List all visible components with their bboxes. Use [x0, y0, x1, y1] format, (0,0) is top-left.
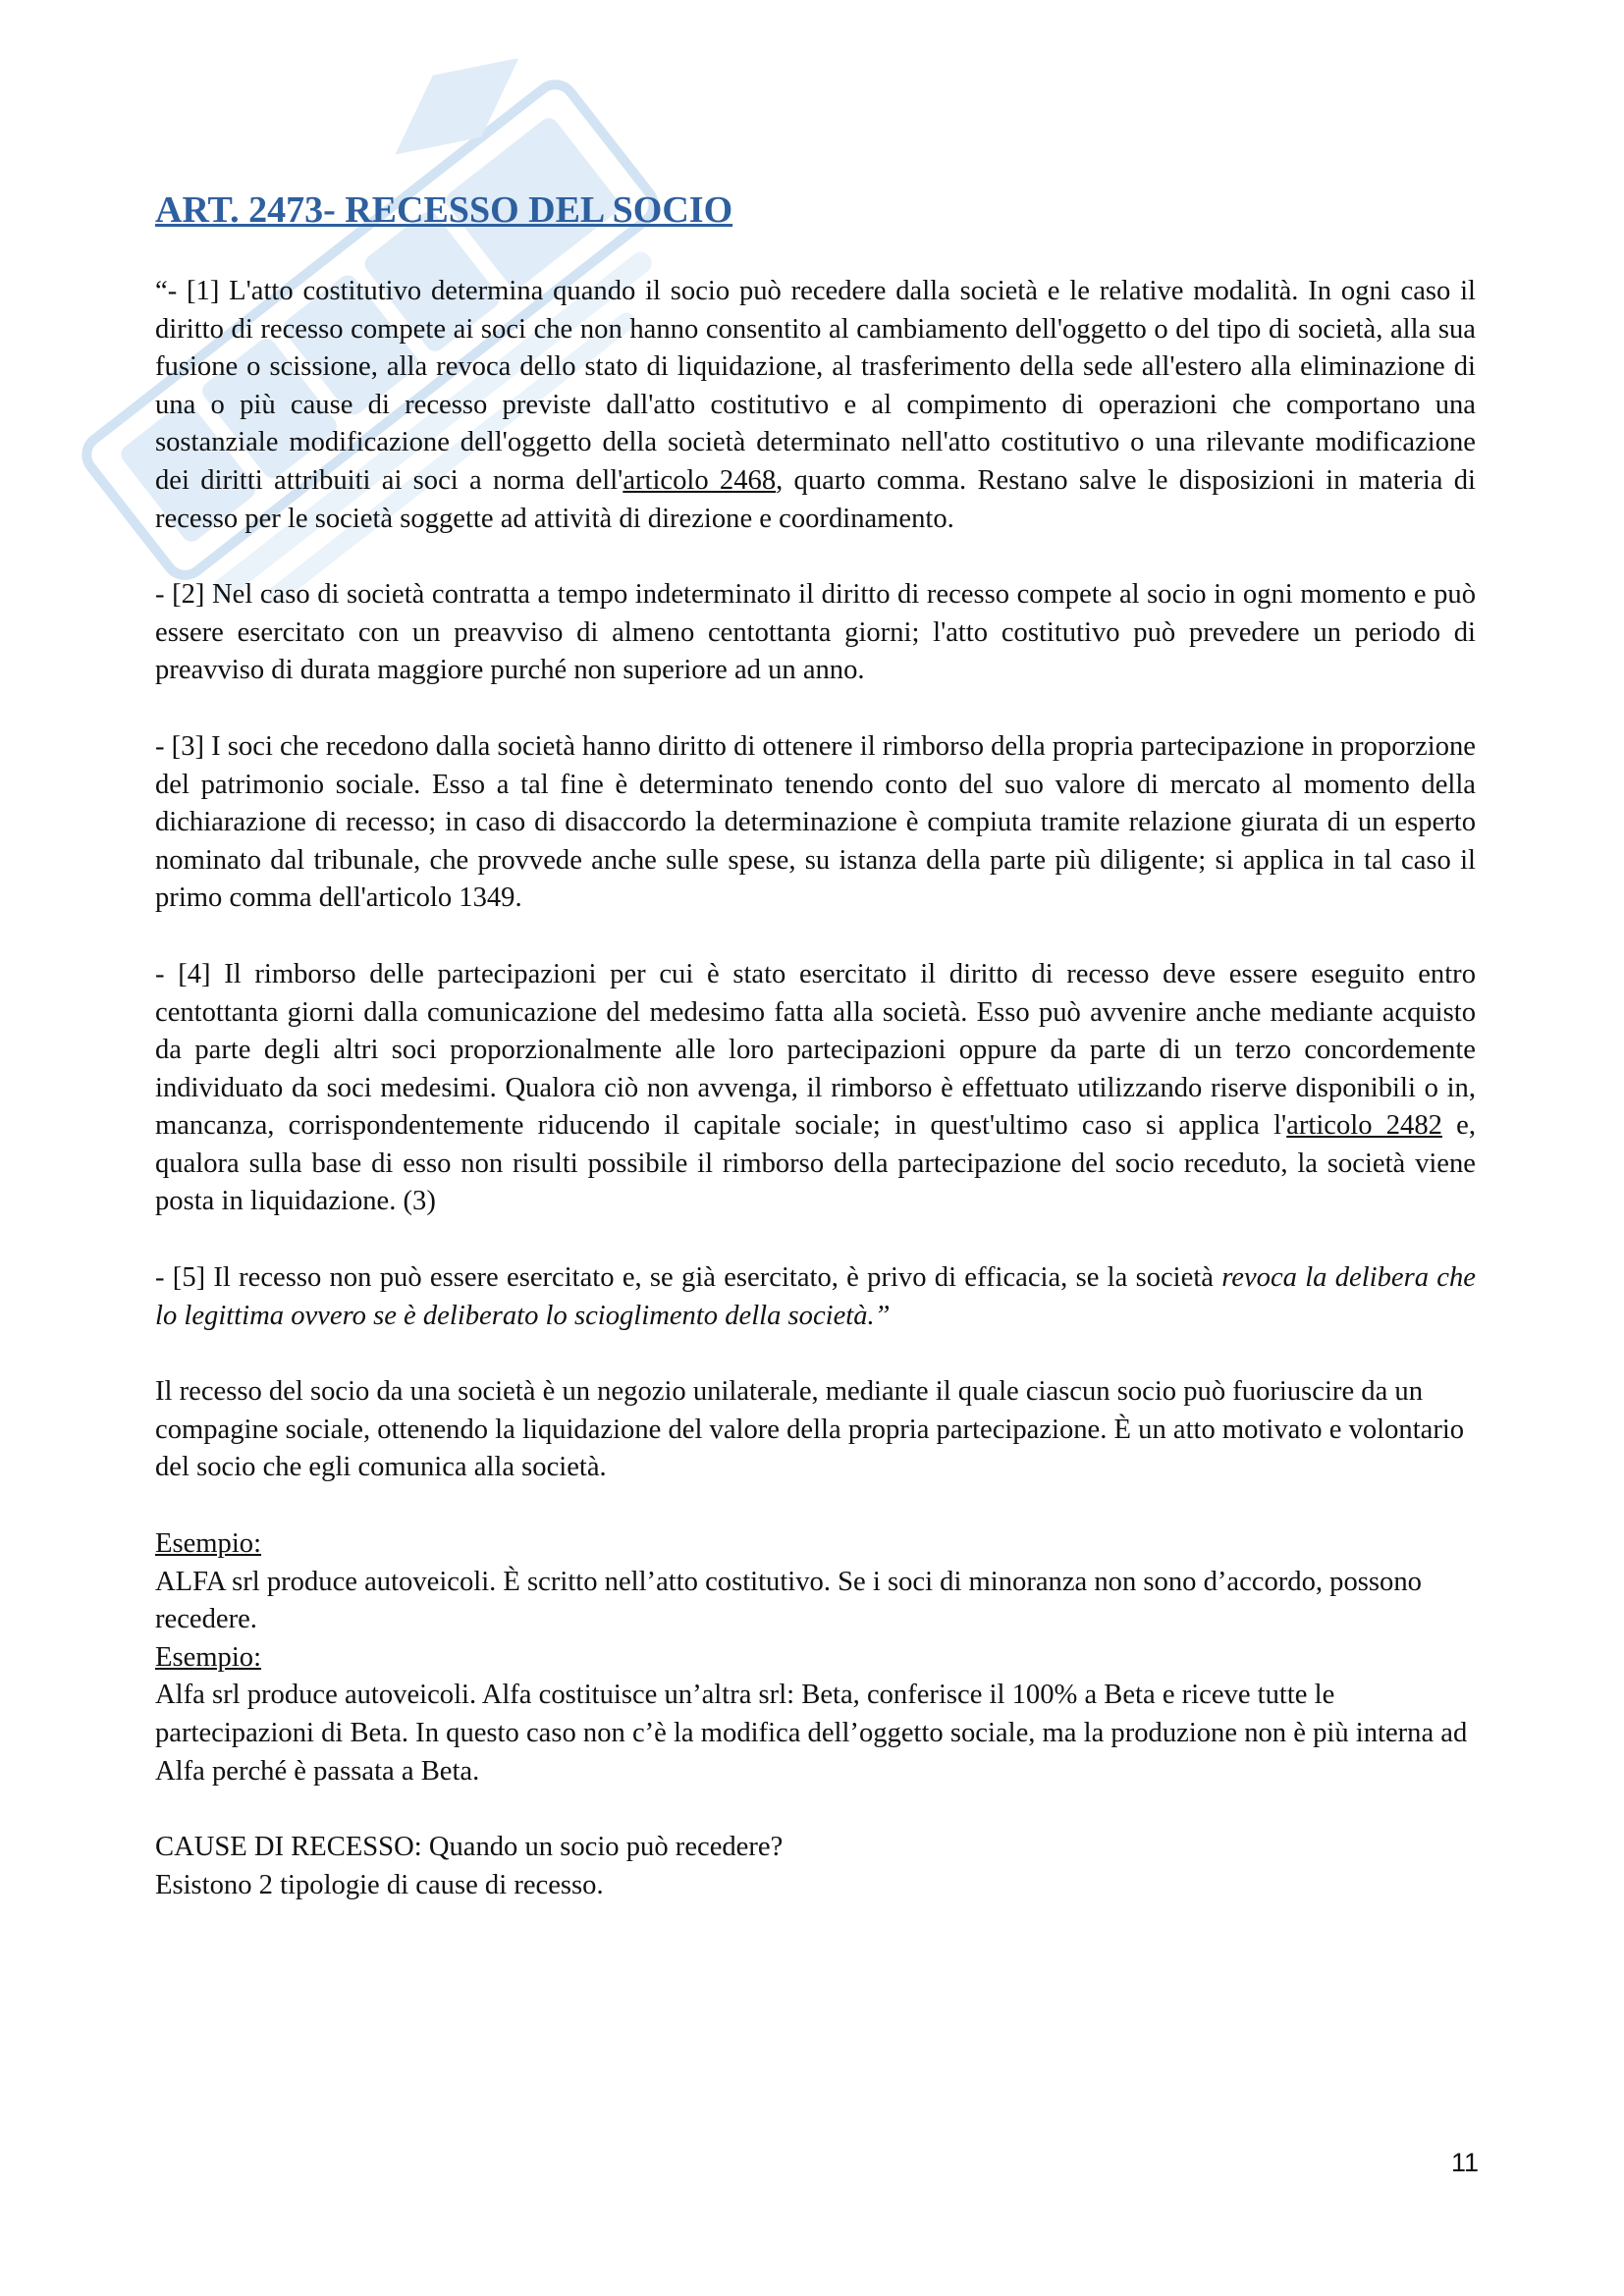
paragraph-5-text: - [5] Il recesso non può essere esercitato e, se già esercitato, è privo di efficacia, se la società [155, 1262, 1222, 1294]
page-number: 11 [1451, 2148, 1480, 2177]
article-title: ART. 2473- RECESSO DEL SOCIO [155, 189, 733, 231]
paragraph-4-text-b: e, qualora sulla base di esso non risulti possibile il rimborso della partecipazione del socio receduto, la società viene posta in liquidazione. (3) [155, 1110, 1476, 1217]
paragraph-1-text-a: - [1] L'atto costitutivo determina quando il socio può recedere dalla società e le relative modalità. In ogni caso il diritto di recesso compete ai soci che non hanno consentito al cambiamento dell'oggetto o del tipo di società, alla sua fusione o scissione, alla revoca dello stato di liquidazione, al trasferimento della sede all'estero alla eliminazione di una o più cause di recesso previste dall'atto costitutivo e al compimento di operazioni che comportano una sostanziale modificazione dell'oggetto della società determinato nell'atto costitutivo o una rilevante modificazione dei diritti attribuiti ai soci a norma dell' [155, 276, 1476, 496]
causes-text: Esistono 2 tipologie di cause di recesso. [155, 1869, 604, 1900]
example-2-text: Alfa srl produce autoveicoli. Alfa costituisce un’altra srl: Beta, conferisce il 100% a Beta e riceve tutte le partecipazioni di Beta. In questo caso non c’è la modifica dell’oggetto sociale, ma la produzione non è più interna ad Alfa perché è passata a Beta. [155, 1680, 1468, 1787]
example-1-text: ALFA srl produce autoveicoli. È scritto nell’atto costitutivo. Se i soci di minoranza non sono d’accordo, possono recedere. [155, 1566, 1422, 1635]
document-page [155, 187, 1476, 1904]
paragraph-1 [155, 273, 1476, 538]
paragraph-4-text-a: - [4] Il rimborso delle partecipazioni per cui è stato esercitato il diritto di recesso deve essere eseguito entro centottanta giorni dalla comunicazione del medesimo fatta alla società. Esso può avvenire anche mediante acquisto da parte degli altri soci proporzionalmente alle loro partecipazioni oppure da parte di un terzo concordemente individuato da soci medesimi. Qualora ciò non avvenga, il rimborso è effettuato utilizzando riserve disponibili o in, mancanza, corrispondentemente riducendo il capitale sociale; in quest'ultimo caso si applica l' [155, 958, 1476, 1142]
paragraph-5 [155, 1259, 1476, 1335]
paragraph-explanation: Il recesso del socio da una società è un negozio unilaterale, mediante il quale ciascun socio può fuoriuscire da un compagine sociale, ottenendo la liquidazione del valore della propria partecipazione. È un atto motivato e volontario del socio che egli comunica alla società. [155, 1376, 1465, 1483]
paragraph-1-text-b: , quarto comma. Restano salve le disposizioni in materia di recesso per le società soggette ad attività di direzione e coordinamento. [155, 464, 1477, 534]
paragraph-3: - [3] I soci che recedono dalla società hanno diritto di ottenere il rimborso della propria partecipazione in proporzione del patrimonio sociale. Esso a tal fine è determinato tenendo conto del suo valore di mercato al momento della dichiarazione di recesso; in caso di disaccordo la determinazione è compiuta tramite relazione giurata di un esperto nominato dal tribunale, che provvede anche sulle spese, su istanza della parte più diligente; si applica in tal caso il primo comma dell'articolo 1349. [155, 730, 1476, 914]
link-articolo-2482[interactable]: articolo 2482 [1286, 1110, 1442, 1142]
open-quote: “ [155, 276, 168, 306]
paragraph-5-italic: revoca la delibera che lo legittima ovvero se è deliberato lo scioglimento della società.” [155, 1262, 1476, 1331]
example-1-label: Esempio: [155, 1528, 262, 1560]
paragraph-2: - [2] Nel caso di società contratta a tempo indeterminato il diritto di recesso compete al socio in ogni momento e può essere esercitato con un preavviso di almeno centottanta giorni; l'atto costitutivo può prevedere un periodo di preavviso di durata maggiore purché non superiore ad un anno. [155, 579, 1476, 686]
causes-heading: CAUSE DI RECESSO: Quando un socio può recedere? [155, 1832, 784, 1863]
example-2-label: Esempio: [155, 1641, 262, 1673]
paragraph-4 [155, 956, 1476, 1221]
link-articolo-2468[interactable]: articolo 2468 [623, 464, 777, 496]
